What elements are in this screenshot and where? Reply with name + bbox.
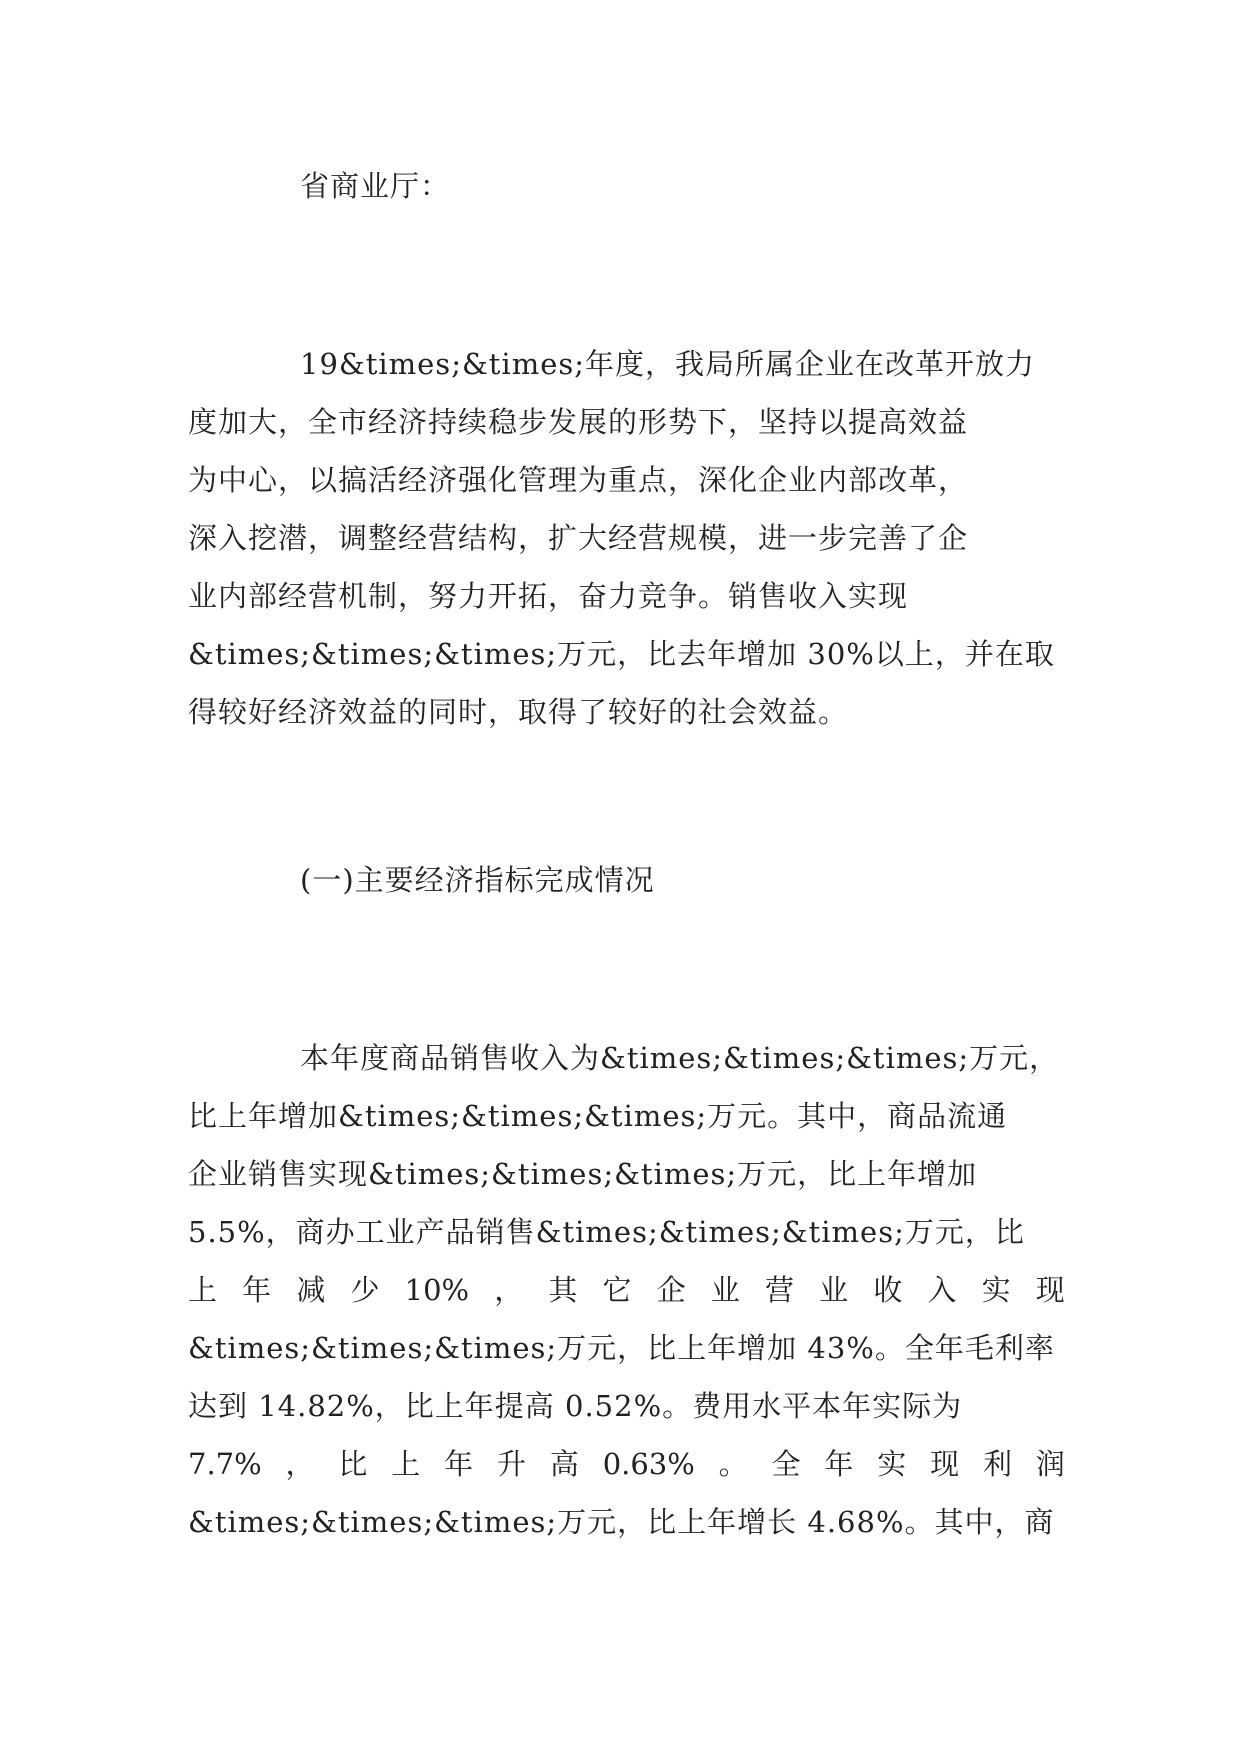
justified-word: 0.63% bbox=[602, 1447, 695, 1481]
paragraph-1-line-3: 为中心，以搞活经济强化管理为重点，深化企业内部改革， bbox=[188, 463, 969, 497]
paragraph-1-line-4: 深入挖潜，调整经营结构，扩大经营规模，进一步完善了企 bbox=[188, 521, 969, 555]
justified-word: 上 bbox=[391, 1447, 421, 1481]
justified-word: 减 bbox=[296, 1273, 326, 1307]
justified-word: 10% bbox=[404, 1273, 470, 1307]
justified-word: 企 bbox=[656, 1273, 686, 1307]
justified-word: 业 bbox=[819, 1273, 849, 1307]
justified-word: 7.7% bbox=[188, 1447, 262, 1481]
justified-word: 现 bbox=[930, 1447, 960, 1481]
paragraph-1-line-1: 19&times;&times;年度，我局所属企业在改革开放力 bbox=[300, 347, 1036, 381]
justified-word: 年 bbox=[824, 1447, 854, 1481]
justified-word: 年 bbox=[242, 1273, 272, 1307]
justified-word: 其 bbox=[548, 1273, 578, 1307]
justified-word: 全 bbox=[771, 1447, 801, 1481]
paragraph-2-line-3: 企业销售实现&times;&times;&times;万元，比上年增加 bbox=[188, 1157, 978, 1191]
justified-word: 入 bbox=[927, 1273, 957, 1307]
paragraph-2-line-6: &times;&times;&times;万元，比上年增加 43%。全年毛利率 bbox=[188, 1331, 1055, 1365]
justified-word: 现 bbox=[1035, 1273, 1065, 1307]
justified-word: 实 bbox=[877, 1447, 907, 1481]
justified-word: 高 bbox=[549, 1447, 579, 1481]
paragraph-2-line-1: 本年度商品销售收入为&times;&times;&times;万元， bbox=[300, 1041, 1060, 1075]
justified-word: 升 bbox=[496, 1447, 526, 1481]
justified-word: 少 bbox=[350, 1273, 380, 1307]
justified-word: 它 bbox=[602, 1273, 632, 1307]
paragraph-1-line-5: 业内部经营机制，努力开拓，奋力竞争。销售收入实现 bbox=[188, 579, 909, 613]
paragraph-2-line-7: 达到 14.82%，比上年提高 0.52%。费用水平本年实际为 bbox=[188, 1389, 963, 1423]
justified-word: 营 bbox=[765, 1273, 795, 1307]
justified-word: 利 bbox=[982, 1447, 1012, 1481]
paragraph-2-line-8 bbox=[188, 1444, 1065, 1484]
justified-word: 实 bbox=[981, 1273, 1011, 1307]
justified-word: 年 bbox=[444, 1447, 474, 1481]
justified-word: 上 bbox=[188, 1273, 218, 1307]
paragraph-1-line-2: 度加大，全市经济持续稳步发展的形势下，坚持以提高效益 bbox=[188, 405, 969, 439]
paragraph-2-line-9: &times;&times;&times;万元，比上年增长 4.68%。其中，商 bbox=[188, 1505, 1055, 1539]
justified-word: ， bbox=[494, 1273, 524, 1307]
justified-word: 比 bbox=[338, 1447, 368, 1481]
justified-word: 业 bbox=[710, 1273, 740, 1307]
section-heading: (一)主要经济指标完成情况 bbox=[300, 863, 655, 897]
justified-word: 收 bbox=[873, 1273, 903, 1307]
paragraph-1-line-6: &times;&times;&times;万元，比去年增加 30%以上，并在取 bbox=[188, 637, 1055, 671]
justified-word: ， bbox=[285, 1447, 315, 1481]
salutation: 省商业厅： bbox=[300, 169, 451, 203]
justified-word: 润 bbox=[1035, 1447, 1065, 1481]
justified-word: 。 bbox=[718, 1447, 748, 1481]
paragraph-2-line-5 bbox=[188, 1270, 1065, 1310]
paragraph-2-line-4: 5.5%，商办工业产品销售&times;&times;&times;万元，比 bbox=[188, 1215, 1025, 1249]
paragraph-1-line-7: 得较好经济效益的同时，取得了较好的社会效益。 bbox=[188, 695, 849, 729]
paragraph-2-line-2: 比上年增加&times;&times;&times;万元。其中，商品流通 bbox=[188, 1099, 1008, 1133]
